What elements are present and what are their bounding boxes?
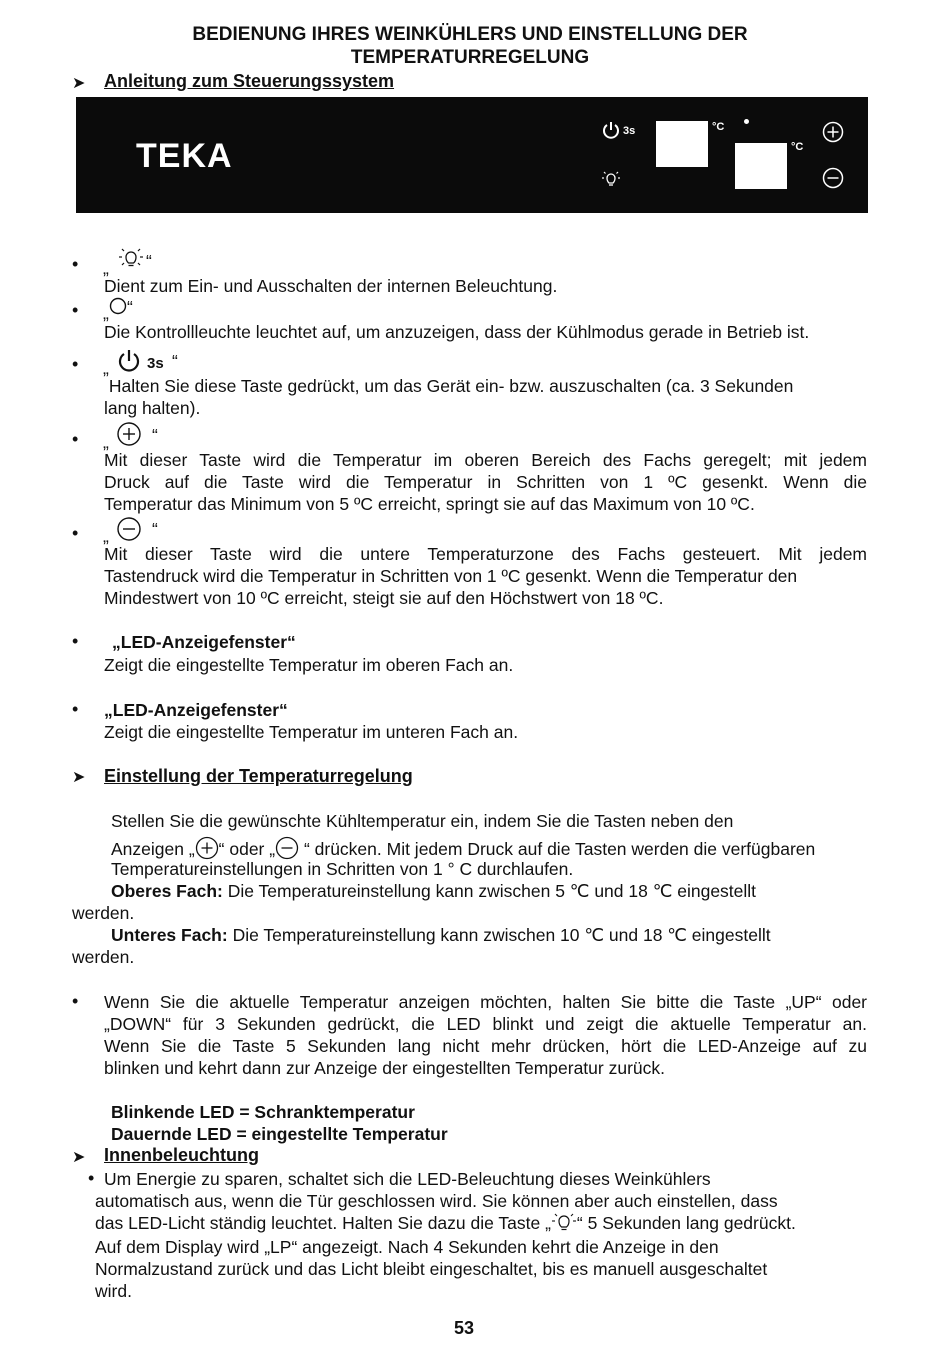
unit-upper: °C	[712, 121, 725, 133]
minus-icon	[116, 516, 142, 542]
bullet-dot: •	[72, 300, 79, 320]
power-desc-2: lang halten).	[104, 398, 201, 418]
plus-icon	[116, 421, 142, 447]
lower-fach-label: Unteres Fach:	[111, 925, 228, 945]
temp-para-3: Temperatureinstellungen in Schritten von 1 ° C durchlaufen.	[111, 859, 574, 879]
quote-close: “	[152, 425, 158, 445]
plus-desc-3: Temperatur das Minimum von 5 ºC erreicht, springt sie auf das Maximum von 10 ºC.	[104, 494, 755, 514]
upper-fach-label: Oberes Fach:	[111, 881, 223, 901]
page-title-line-2: TEMPERATURREGELUNG	[350, 47, 590, 68]
temp-para-1: Stellen Sie die gewünschte Kühltemperatur ein, indem Sie die Tasten neben den	[111, 811, 734, 831]
temp-bullet-2: „DOWN“ für 3 Sekunden gedrückt, die LED blinkt und zeigt die aktuelle Temperatur an.	[104, 1014, 867, 1034]
brand-logo: TEKA	[136, 137, 233, 175]
quote-open: „	[103, 432, 109, 452]
power-3s-label: 3s	[147, 355, 164, 372]
minus-desc-2: Tastendruck wird die Temperatur in Schritten von 1 ºC gesenkt. Wenn die Temperatur den	[104, 566, 798, 586]
status-dot	[744, 119, 749, 124]
light-desc: Dient zum Ein- und Ausschalten der internen Beleuchtung.	[104, 276, 558, 296]
upper-fach-cont: werden.	[72, 903, 135, 923]
blink-led-note: Blinkende LED = Schranktemperatur	[111, 1102, 415, 1122]
quote-open: „	[103, 303, 109, 323]
quote-open: „	[103, 258, 109, 278]
minus-desc-3: Mindestwert von 10 ºC erreicht, steigt sie auf den Höchstwert von 18 ºC.	[104, 588, 664, 608]
led-lower-title: „LED-Anzeigefenster“	[104, 700, 288, 720]
control-panel	[76, 97, 868, 213]
temp-para-2a: Anzeigen „	[111, 839, 195, 859]
section-heading-temp: Einstellung der Temperaturregelung	[104, 766, 413, 786]
minus-icon[interactable]	[822, 167, 844, 189]
quote-close: “	[172, 351, 178, 371]
temp-para-2c: “ drücken. Mit jedem Druck auf die Tasten werden die verfügbaren	[299, 839, 816, 859]
bullet-dot: •	[72, 254, 79, 274]
light-para-5: Normalzustand zurück und das Licht bleibt eingeschaltet, bis es manuell ausgeschaltet	[95, 1259, 768, 1279]
led-upper-desc: Zeigt die eingestellte Temperatur im oberen Fach an.	[104, 655, 514, 675]
quote-close: “	[152, 519, 158, 539]
page-number: 53	[453, 1318, 475, 1338]
section-arrow: ➤	[72, 1149, 86, 1166]
steady-led-note: Dauernde LED = eingestellte Temperatur	[111, 1124, 448, 1144]
quote-close: “	[127, 297, 133, 317]
plus-desc-2: Druck auf die Taste wird die Temperatur in Schritten von 1 ºC gesenkt. Wenn die	[104, 472, 867, 492]
plus-icon[interactable]	[822, 121, 844, 143]
circle-icon	[109, 297, 127, 315]
led-upper-title: „LED-Anzeigefenster“	[112, 632, 296, 652]
power-icon	[602, 121, 620, 139]
light-para-3a: das LED-Licht ständig leuchtet. Halten Sie dazu die Taste „	[95, 1213, 551, 1233]
led-lower-desc: Zeigt die eingestellte Temperatur im unteren Fach an.	[104, 722, 519, 742]
light-para-2: automatisch aus, wenn die Tür geschlossen wird. Sie können aber auch einstellen, dass	[95, 1191, 778, 1211]
quote-open: „	[103, 526, 109, 546]
lower-fach-text: Die Temperatureinstellung kann zwischen 10 ℃ und 18 ℃ eingestellt	[227, 925, 771, 945]
temp-bullet-1: Wenn Sie die aktuelle Temperatur anzeigen möchten, halten Sie bitte die Taste „UP“ oder	[104, 992, 867, 1012]
bullet-dot: •	[72, 699, 79, 719]
power-3s-label: 3s	[623, 125, 636, 137]
bullet-dot: •	[72, 991, 79, 1011]
section-arrow: ➤	[72, 75, 86, 92]
bullet-dot: •	[72, 523, 79, 543]
plus-desc-1: Mit dieser Taste wird die Temperatur im oberen Bereich des Fachs geregelt; mit jedem	[104, 450, 867, 470]
minus-icon	[275, 836, 299, 860]
led-display-upper	[656, 121, 708, 167]
plus-icon	[195, 836, 219, 860]
upper-fach	[111, 880, 756, 902]
lower-fach	[111, 924, 771, 946]
section-heading-control: Anleitung zum Steuerungssystem	[104, 71, 395, 91]
upper-fach-text: Die Temperatureinstellung kann zwischen 5 ℃ und 18 ℃ eingestellt	[222, 881, 757, 901]
light-icon	[551, 1212, 577, 1234]
circle-desc: Die Kontrollleuchte leuchtet auf, um anzuzeigen, dass der Kühlmodus gerade in Betrieb ist.	[104, 322, 810, 342]
power-icon	[117, 349, 141, 373]
power-desc-1: Halten Sie diese Taste gedrückt, um das Gerät ein- bzw. auszuschalten (ca. 3 Sekunden	[104, 376, 794, 396]
light-para-3b: “ 5 Sekunden lang gedrückt.	[576, 1213, 796, 1233]
lower-fach-cont: werden.	[72, 947, 135, 967]
quote-open: „	[103, 358, 109, 378]
light-para-3	[95, 1212, 796, 1234]
light-icon	[602, 169, 620, 191]
temp-bullet-4: blinken und kehrt dann zur Anzeige der eingestellten Temperatur zurück.	[104, 1058, 665, 1078]
bullet-dot: •	[72, 631, 79, 651]
bullet-dot: •	[88, 1168, 95, 1188]
bullet-dot: •	[72, 429, 79, 449]
section-arrow: ➤	[72, 769, 86, 786]
quote-close: “	[146, 251, 152, 271]
led-display-lower	[735, 143, 787, 189]
temp-para-2b: “ oder „	[218, 839, 276, 859]
light-icon	[118, 246, 144, 272]
bullet-dot: •	[72, 354, 79, 374]
temp-bullet-3: Wenn Sie die Taste 5 Sekunden lang nicht mehr drücken, hört die LED-Anzeige auf zu	[104, 1036, 867, 1056]
light-para-4: Auf dem Display wird „LP“ angezeigt. Nach 4 Sekunden kehrt die Anzeige in den	[95, 1237, 719, 1257]
section-heading-light: Innenbeleuchtung	[104, 1145, 259, 1165]
light-para-1: Um Energie zu sparen, schaltet sich die LED-Beleuchtung dieses Weinkühlers	[104, 1169, 711, 1189]
temp-para-2	[111, 836, 815, 860]
minus-desc-1: Mit dieser Taste wird die untere Temperaturzone des Fachs gesteuert. Mit jedem	[104, 544, 867, 564]
unit-lower: °C	[791, 141, 804, 153]
light-para-6: wird.	[95, 1281, 132, 1301]
page-title-line-1: BEDIENUNG IHRES WEINKÜHLERS UND EINSTELLUNG DER	[192, 24, 748, 45]
